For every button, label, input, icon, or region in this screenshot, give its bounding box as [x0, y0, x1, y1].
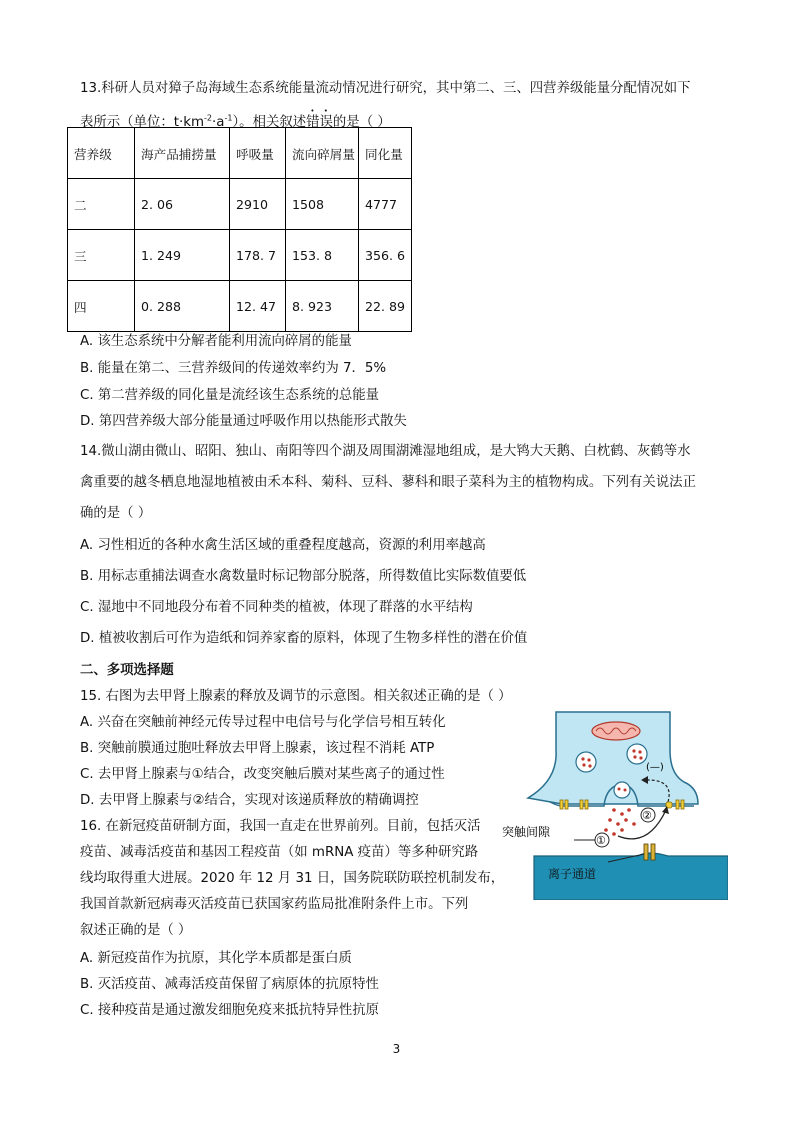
inhibition-label: (—) [646, 762, 664, 773]
q13-stem-line2: 表所示（单位：$t\cdot km^{-2}\cdot a^{-1}$）。相关叙述错误的是（ ） [80, 113, 391, 130]
q14-option-a: A. 习性相近的各种水禽生活区域的重叠程度越高，资源的利用率越高 [80, 538, 486, 553]
table-header-cell: 呼吸量 [230, 128, 286, 179]
table-row [68, 281, 412, 332]
q16-stem-line4: 我国首款新冠病毒灭活疫苗已获国家药监局批准附条件上市。下列 [80, 897, 469, 912]
q16-stem-line3: 线均取得重大进展。2020 年 12 月 31 日，国务院联防联控机制发布， [80, 871, 505, 886]
q14-option-d: D. 植被收割后可作为造纸和饲养家畜的原料，体现了生物多样性的潜在价值 [80, 631, 528, 646]
q14-stem-line3: 确的是（ ） [80, 506, 152, 521]
q16-stem-line2: 疫苗、减毒活疫苗和基因工程疫苗（如 mRNA 疫苗）等多种研究路 [80, 845, 479, 860]
table-cell: 三 [68, 230, 135, 281]
table-cell: 178. 7 [230, 230, 286, 281]
q14-option-b: B. 用标志重捕法调查水禽数量时标记物部分脱落，所得数值比实际数值要低 [80, 569, 527, 584]
table-cell: 四 [68, 281, 135, 332]
table-cell: 1508 [286, 179, 359, 230]
page-number: 3 [392, 1042, 401, 1056]
q16-option-b: B. 灭活疫苗、减毒活疫苗保留了病原体的抗原特性 [80, 977, 379, 992]
table-cell: 1. 249 [135, 230, 230, 281]
table-row [68, 230, 412, 281]
q13-option-c: C. 第二营养级的同化量是流经该生态系统的总能量 [80, 388, 380, 403]
q13-option-a: A. 该生态系统中分解者能利用流向碎屑的能量 [80, 334, 352, 349]
q16-stem-line1: 16. 在新冠疫苗研制方面，我国一直走在世界前列。目前，包括灭活 [80, 819, 481, 834]
emphasis-text: 错误 [306, 115, 333, 130]
q16-option-a: A. 新冠疫苗作为抗原，其化学本质都是蛋白质 [80, 951, 352, 966]
q13-option-b: B. 能量在第二、三营养级间的传递效率约为 7．5% [80, 361, 387, 376]
mitochondrion-icon [592, 722, 640, 740]
table-cell: 2. 06 [135, 179, 230, 230]
table-cell: 4777 [359, 179, 412, 230]
table-header-cell: 海产品捕捞量 [135, 128, 230, 179]
q15-stem: 15. 右图为去甲肾上腺素的释放及调节的示意图。相关叙述正确的是（ ） [80, 689, 512, 704]
table-row [68, 179, 412, 230]
table-cell: 22. 89 [359, 281, 412, 332]
q13-stem-line1: 13.科研人员对獐子岛海域生态系统能量流动情况进行研究，其中第二、三、四营养级能量分配情况如下 [80, 81, 691, 96]
q15-option-b: B. 突触前膜通过胞吐释放去甲肾上腺素，该过程不消耗 ATP [80, 741, 435, 756]
table-header-cell: 营养级 [68, 128, 135, 179]
energy-table [67, 127, 412, 332]
table-cell: 二 [68, 179, 135, 230]
table-cell: 8. 923 [286, 281, 359, 332]
q14-stem-line2: 禽重要的越冬栖息地湿地植被由禾本科、菊科、豆科、蓼科和眼子菜科为主的植物构成。下列有关说法正 [80, 475, 696, 490]
table-cell: 2910 [230, 179, 286, 230]
table-cell: 0. 288 [135, 281, 230, 332]
table-cell: 356. 6 [359, 230, 412, 281]
q16-option-c: C. 接种疫苗是通过激发细胞免疫来抵抗特异性抗原 [80, 1003, 380, 1018]
table-cell: 153. 8 [286, 230, 359, 281]
table-header-cell: 同化量 [359, 128, 412, 179]
q15-option-d: D. 去甲肾上腺素与②结合，实现对该递质释放的精确调控 [80, 793, 419, 808]
table-cell: 12. 47 [230, 281, 286, 332]
synaptic-gap-label: 突触间隙 [502, 825, 551, 839]
synapse-figure [498, 710, 728, 900]
section-heading: 二、多项选择题 [80, 663, 174, 678]
q15-option-c: C. 去甲肾上腺素与①结合，改变突触后膜对某些离子的通过性 [80, 767, 445, 782]
receptor-1-label: ① [596, 834, 606, 847]
receptor-2-label: ② [642, 809, 652, 822]
table-header-cell: 流向碎屑量 [286, 128, 359, 179]
q14-option-c: C. 湿地中不同地段分布着不同种类的植被，体现了群落的水平结构 [80, 600, 473, 615]
q13-option-d: D. 第四营养级大部分能量通过呼吸作用以热能形式散失 [80, 414, 407, 429]
table-header-row [68, 128, 412, 179]
ion-channel-label: 离子通道 [548, 867, 597, 881]
q16-stem-line5: 叙述正确的是（ ） [80, 923, 192, 938]
q15-option-a: A. 兴奋在突触前神经元传导过程中电信号与化学信号相互转化 [80, 715, 446, 730]
q14-stem-line1: 14.微山湖由微山、昭阳、独山、南阳等四个湖及周围湖滩湿地组成，是大鸨大天鹅、白枕鹤、灰鹤等水 [80, 444, 691, 459]
